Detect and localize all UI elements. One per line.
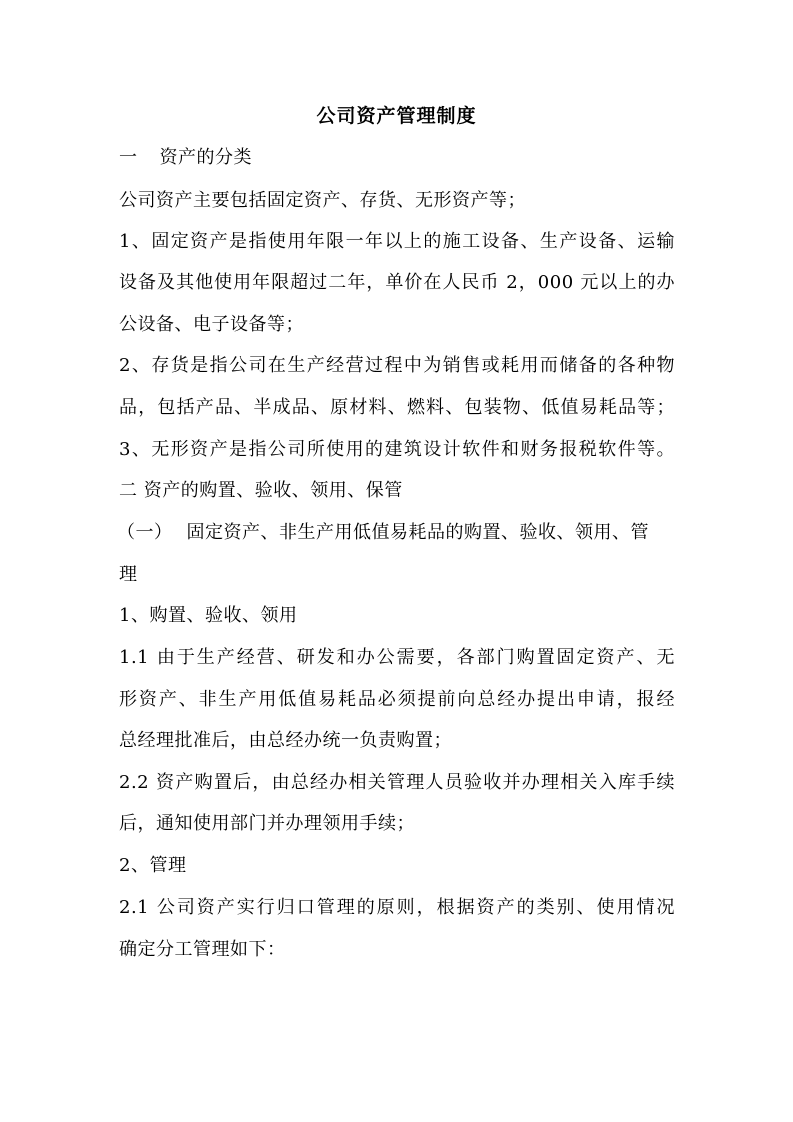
section-heading-1 — [119, 143, 252, 173]
subheading: 1、购置、验收、领用 — [119, 605, 298, 626]
subsection-title: 固定资产、非生产用低值易耗品的购置、验收、领用、管 — [186, 522, 649, 543]
paragraph-line: 设备及其他使用年限超过二年，单价在人民币 2，000 元以上的办 — [119, 272, 675, 293]
paragraph-line: 2.2 资产购置后，由总经办相关管理人员验收并办理相关入库手续 — [119, 772, 675, 793]
subsection-number: （一） — [117, 522, 173, 543]
paragraph-line: 1.1 由于生产经营、研发和办公需要，各部门购置固定资产、无 — [119, 647, 675, 668]
paragraph-line: 2、存货是指公司在生产经营过程中为销售或耗用而储备的各种物 — [119, 355, 675, 376]
document-title: 公司资产管理制度 — [316, 105, 477, 127]
paragraph-line: 确定分工管理如下： — [119, 939, 286, 960]
section-heading-2: 二 资产的购置、验收、领用、保管 — [119, 480, 403, 501]
paragraph-line: 公设备、电子设备等； — [119, 314, 304, 335]
paragraph-line: 后，通知使用部门并办理领用手续； — [119, 813, 415, 834]
paragraph-line: 品，包括产品、半成品、原材料、燃料、包装物、低值易耗品等； — [119, 397, 675, 418]
subsection-heading-continued: 理 — [119, 564, 138, 585]
section-title: 资产的分类 — [159, 147, 252, 168]
paragraph-line: 1、固定资产是指使用年限一年以上的施工设备、生产设备、运输 — [119, 231, 675, 252]
paragraph-line: 公司资产主要包括固定资产、存货、无形资产等； — [119, 190, 526, 211]
paragraph-line: 形资产、非生产用低值易耗品必须提前向总经办提出申请，报经 — [119, 689, 675, 710]
section-number: 一 — [119, 147, 138, 168]
paragraph-line: 总经理批准后，由总经办统一负责购置； — [119, 730, 452, 751]
subsection-heading — [117, 518, 675, 548]
paragraph-line: 3、无形资产是指公司所使用的建筑设计软件和财务报税软件等。 — [119, 439, 675, 460]
paragraph-line: 2.1 公司资产实行归口管理的原则，根据资产的类别、使用情况 — [119, 897, 675, 918]
subheading: 2、管理 — [119, 855, 187, 876]
